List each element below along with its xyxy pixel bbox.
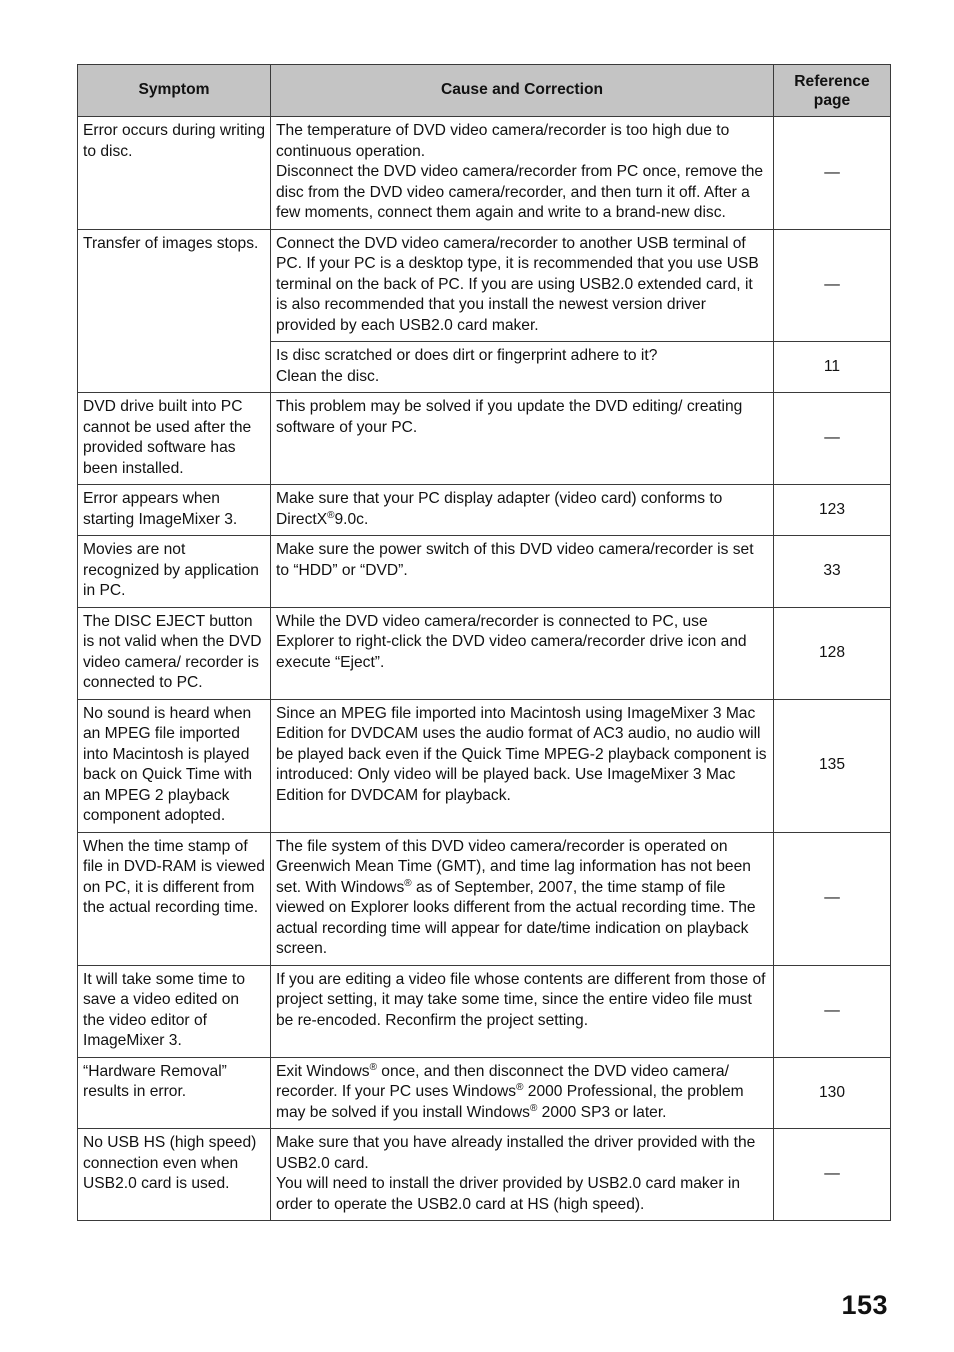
table-row xyxy=(78,117,891,230)
symptom-cell: The DISC EJECT button is not valid when the DVD video camera/ recorder is connected to PC. xyxy=(78,607,271,699)
cause-line: Clean the disc. xyxy=(276,367,380,385)
reference-page-cell: 135 xyxy=(774,699,891,832)
table-row xyxy=(78,393,891,485)
cause-text: 9.0c. xyxy=(334,510,369,528)
cause-line: Make sure the power switch of this DVD video camera/recorder is set to “HDD” or “DVD”. xyxy=(276,541,754,579)
header-reference-page: Reference page xyxy=(774,65,891,117)
cause-cell xyxy=(271,1057,774,1129)
reference-page-cell: — xyxy=(774,393,891,485)
table-row xyxy=(78,229,891,342)
reference-page-cell: 11 xyxy=(774,342,891,393)
cause-line: Connect the DVD video camera/recorder to another USB terminal of PC. If your PC is a desktop type, it is recommended that you use USB terminal on the back of PC. If you are using USB2.0 extended card, it is also recommended that you install the newest version driver provided by each USB2.0 card maker. xyxy=(276,234,759,334)
symptom-cell: Transfer of images stops. xyxy=(78,229,271,393)
cause-text: Exit Windows xyxy=(276,1062,370,1080)
cause-line: Make sure that you have already installed the driver provided with the USB2.0 card. xyxy=(276,1134,756,1172)
reference-page-cell: — xyxy=(774,1129,891,1221)
cause-text: The file system of this DVD video camera/recorder is operated on Greenwich Mean Time (GMT), and time lag information has not been set. With Windows xyxy=(276,837,751,896)
cause-text: as of September, 2007, the time stamp of file viewed on Explorer looks different from the actual recording time. The actual recording time will appear for date/time indication on playback screen. xyxy=(276,878,756,957)
reference-page-cell: 123 xyxy=(774,485,891,536)
reference-page-cell: — xyxy=(774,229,891,342)
troubleshooting-page xyxy=(77,64,890,1221)
cause-cell xyxy=(271,229,774,342)
cause-cell xyxy=(271,342,774,393)
cause-text: 2000 Professional, the problem may be solved if you install Windows xyxy=(276,1083,744,1121)
reference-page-cell: 33 xyxy=(774,536,891,608)
table-row xyxy=(78,1129,891,1221)
header-symptom: Symptom xyxy=(78,65,271,117)
cause-cell xyxy=(271,1129,774,1221)
table-row xyxy=(78,485,891,536)
cause-cell xyxy=(271,832,774,965)
cause-line: If you are editing a video file whose contents are different from those of project setting, it may take some time, since the entire video file must be re-encoded. Reconfirm the project setting. xyxy=(276,970,766,1029)
troubleshooting-table xyxy=(77,64,891,1221)
symptom-cell: “Hardware Removal” results in error. xyxy=(78,1057,271,1129)
cause-line: This problem may be solved if you update the DVD editing/ creating software of your PC. xyxy=(276,398,743,436)
cause-line: The temperature of DVD video camera/recorder is too high due to continuous operation. xyxy=(276,122,730,160)
symptom-cell: When the time stamp of file in DVD-RAM is viewed on PC, it is different from the actual recording time. xyxy=(78,832,271,965)
table-row xyxy=(78,699,891,832)
cause-line: Since an MPEG file imported into Macintosh using ImageMixer 3 Mac Edition for DVDCAM uses the audio format of AC3 audio, no audio will be played back even if the Quick Time MPEG-2 playback component is introduced: Only video will be played back. Use ImageMixer 3 Mac Edition for DVDCAM for playback. xyxy=(276,704,767,804)
symptom-cell: It will take some time to save a video edited on the video editor of ImageMixer 3. xyxy=(78,965,271,1057)
registered-mark: ® xyxy=(529,1102,538,1114)
header-cause-and-correction: Cause and Correction xyxy=(271,65,774,117)
cause-cell xyxy=(271,699,774,832)
cause-cell xyxy=(271,393,774,485)
symptom-cell: No USB HS (high speed) connection even when USB2.0 card is used. xyxy=(78,1129,271,1221)
symptom-cell: DVD drive built into PC cannot be used after the provided software has been installed. xyxy=(78,393,271,485)
cause-text: once, and then disconnect the DVD video camera/ recorder. If your PC uses Windows xyxy=(276,1062,729,1100)
cause-cell xyxy=(271,485,774,536)
symptom-cell: Error occurs during writing to disc. xyxy=(78,117,271,230)
reference-page-cell: 128 xyxy=(774,607,891,699)
cause-text: Make sure that your PC display adapter (video card) conforms to DirectX xyxy=(276,490,723,528)
reference-page-cell: — xyxy=(774,117,891,230)
table-row xyxy=(78,965,891,1057)
registered-mark: ® xyxy=(516,1081,524,1093)
reference-page-cell: — xyxy=(774,965,891,1057)
table-row xyxy=(78,607,891,699)
registered-mark: ® xyxy=(404,877,412,889)
table-row xyxy=(78,1057,891,1129)
reference-page-cell: — xyxy=(774,832,891,965)
symptom-cell: Movies are not recognized by application in PC. xyxy=(78,536,271,608)
page-number: 153 xyxy=(841,1290,888,1320)
cause-text: 2000 SP3 or later. xyxy=(537,1103,667,1121)
table-header-row xyxy=(78,65,891,117)
cause-cell xyxy=(271,117,774,230)
symptom-cell: Error appears when starting ImageMixer 3. xyxy=(78,485,271,536)
cause-cell xyxy=(271,536,774,608)
cause-line: While the DVD video camera/recorder is connected to PC, use Explorer to right-click the DVD video camera/recorder drive icon and execute “Eject”. xyxy=(276,612,747,671)
reference-page-cell: 130 xyxy=(774,1057,891,1129)
table-row xyxy=(78,536,891,608)
cause-cell xyxy=(271,607,774,699)
cause-line: You will need to install the driver provided by USB2.0 card maker in order to operate the USB2.0 card at HS (high speed). xyxy=(276,1175,741,1213)
table-row xyxy=(78,832,891,965)
cause-line: Is disc scratched or does dirt or fingerprint adhere to it? xyxy=(276,347,658,364)
symptom-cell: No sound is heard when an MPEG file imported into Macintosh is played back on Quick Time with an MPEG 2 playback component adopted. xyxy=(78,699,271,832)
registered-mark: ® xyxy=(369,1061,377,1073)
cause-line: Disconnect the DVD video camera/recorder from PC once, remove the disc from the DVD video camera/recorder, and then turn it off. After a few moments, connect them again and write to a brand-new disc. xyxy=(276,163,764,221)
cause-cell xyxy=(271,965,774,1057)
registered-mark: ® xyxy=(327,509,335,521)
